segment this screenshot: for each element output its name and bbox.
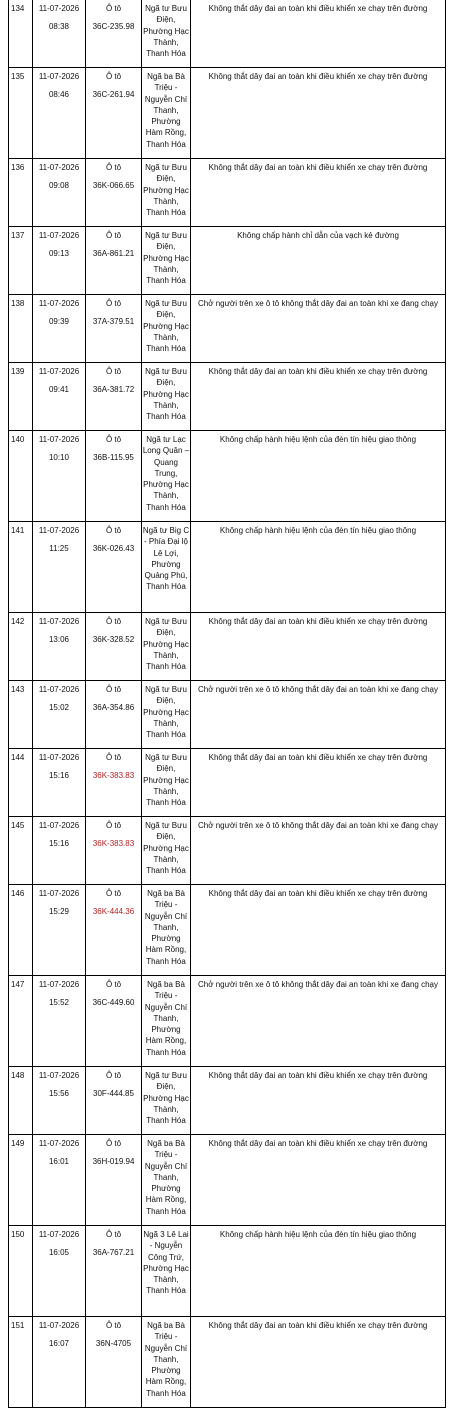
license-plate: 36A-354.86 bbox=[92, 703, 135, 713]
license-plate: 30F-444.85 bbox=[93, 1089, 134, 1099]
vehicle-type: Ô tô bbox=[105, 163, 122, 172]
location-cell bbox=[142, 613, 191, 681]
datetime-cell bbox=[33, 885, 86, 976]
license-plate: 36C-235.98 bbox=[92, 22, 135, 32]
violation-location: Ngã tư Bưu Điện, Phường Hạc Thành, Thanh Hóa bbox=[143, 753, 189, 808]
row-number-cell bbox=[9, 68, 33, 159]
violation-description: Chở người trên xe ô tô không thắt dây đai an toàn khi xe đang chạy bbox=[198, 821, 438, 830]
violation-time: 09:41 bbox=[48, 385, 70, 395]
row-number-cell bbox=[9, 295, 33, 363]
table-row bbox=[9, 976, 446, 1067]
violation-time: 15:16 bbox=[48, 839, 70, 849]
table-row bbox=[9, 613, 446, 681]
vehicle-type: Ô tô bbox=[105, 685, 122, 694]
violations-table-body bbox=[9, 0, 446, 1408]
table-row bbox=[9, 522, 446, 613]
location-cell bbox=[142, 68, 191, 159]
violation-cell bbox=[191, 227, 446, 295]
vehicle-cell bbox=[86, 885, 142, 976]
vehicle-type: Ô tô bbox=[105, 1139, 122, 1148]
license-plate: 36C-449.60 bbox=[92, 998, 135, 1008]
violation-date: 11-07-2026 bbox=[38, 753, 80, 762]
violation-location: Ngã 3 Lê Lai - Nguyễn Công Trứ, Phường Hạc Thành, Thanh Hóa bbox=[143, 1230, 189, 1296]
violation-time: 16:05 bbox=[48, 1248, 70, 1258]
violation-time: 16:07 bbox=[48, 1339, 70, 1349]
datetime-cell bbox=[33, 681, 86, 749]
row-number: 139 bbox=[11, 367, 25, 376]
vehicle-cell bbox=[86, 68, 142, 159]
table-row bbox=[9, 749, 446, 817]
vehicle-cell bbox=[86, 1135, 142, 1226]
datetime-cell bbox=[33, 363, 86, 431]
violation-time: 11:25 bbox=[49, 544, 69, 554]
violation-description: Không thắt dây đai an toàn khi điều khiển xe chạy trên đường bbox=[208, 1071, 428, 1080]
vehicle-type: Ô tô bbox=[105, 231, 122, 240]
license-plate: 36K-444.36 bbox=[92, 907, 135, 917]
vehicle-cell bbox=[86, 227, 142, 295]
row-number: 150 bbox=[11, 1230, 25, 1239]
row-number: 143 bbox=[11, 685, 25, 694]
row-number-cell bbox=[9, 227, 33, 295]
violation-location: Ngã tư Bưu Điện, Phường Hạc Thành, Thanh Hóa bbox=[143, 367, 189, 422]
row-number: 142 bbox=[11, 617, 25, 626]
license-plate: 36N-4705 bbox=[95, 1339, 132, 1349]
vehicle-type: Ô tô bbox=[105, 753, 122, 762]
violation-location: Ngã ba Bà Triệu - Nguyễn Chí Thanh, Phường Hàm Rồng, Thanh Hóa bbox=[144, 1321, 188, 1398]
violation-time: 15:52 bbox=[48, 998, 70, 1008]
vehicle-cell bbox=[86, 817, 142, 885]
violation-time: 08:46 bbox=[48, 90, 70, 100]
vehicle-cell bbox=[86, 363, 142, 431]
vehicle-cell bbox=[86, 431, 142, 522]
row-number: 134 bbox=[11, 4, 25, 13]
violation-date: 11-07-2026 bbox=[38, 72, 80, 81]
violation-cell bbox=[191, 68, 446, 159]
violation-time: 13:06 bbox=[48, 635, 70, 645]
row-number: 144 bbox=[11, 753, 25, 762]
location-cell bbox=[142, 1226, 191, 1317]
violation-date: 11-07-2026 bbox=[38, 617, 80, 626]
violation-location: Ngã tư Bưu Điện, Phường Hạc Thành, Thanh Hóa bbox=[143, 299, 189, 354]
violation-cell bbox=[191, 613, 446, 681]
datetime-cell bbox=[33, 522, 86, 613]
row-number: 148 bbox=[11, 1071, 25, 1080]
row-number: 147 bbox=[11, 980, 25, 989]
table-row bbox=[9, 68, 446, 159]
datetime-cell bbox=[33, 295, 86, 363]
violation-location: Ngã ba Bà Triệu - Nguyễn Chí Thanh, Phường Hàm Rồng, Thanh Hóa bbox=[144, 889, 188, 966]
table-row bbox=[9, 885, 446, 976]
table-row bbox=[9, 1226, 446, 1317]
violation-description: Không thắt dây đai an toàn khi điều khiển xe chạy trên đường bbox=[208, 617, 428, 626]
datetime-cell bbox=[33, 159, 86, 227]
row-number-cell bbox=[9, 522, 33, 613]
datetime-cell bbox=[33, 613, 86, 681]
vehicle-type: Ô tô bbox=[105, 1321, 122, 1330]
violation-time: 09:39 bbox=[48, 317, 70, 327]
location-cell bbox=[142, 431, 191, 522]
violation-date: 11-07-2026 bbox=[38, 1139, 80, 1148]
violation-description: Chở người trên xe ô tô không thắt dây đai an toàn khi xe đang chạy bbox=[198, 299, 438, 308]
vehicle-type: Ô tô bbox=[105, 1230, 122, 1239]
table-row bbox=[9, 431, 446, 522]
violation-description: Không thắt dây đai an toàn khi điều khiển xe chạy trên đường bbox=[208, 1139, 428, 1148]
table-row bbox=[9, 0, 446, 68]
row-number: 136 bbox=[11, 163, 25, 172]
vehicle-cell bbox=[86, 976, 142, 1067]
location-cell bbox=[142, 1317, 191, 1408]
license-plate: 36A-381.72 bbox=[92, 385, 135, 395]
violation-description: Không thắt dây đai an toàn khi điều khiển xe chạy trên đường bbox=[208, 753, 428, 762]
location-cell bbox=[142, 363, 191, 431]
vehicle-type: Ô tô bbox=[105, 435, 122, 444]
violation-cell bbox=[191, 681, 446, 749]
violation-location: Ngã ba Bà Triệu - Nguyễn Chí Thanh, Phường Hàm Rồng, Thanh Hóa bbox=[144, 1139, 188, 1216]
violation-time: 15:29 bbox=[48, 907, 70, 917]
row-number: 140 bbox=[11, 435, 25, 444]
table-row bbox=[9, 817, 446, 885]
table-row bbox=[9, 1317, 446, 1408]
datetime-cell bbox=[33, 0, 86, 68]
vehicle-cell bbox=[86, 749, 142, 817]
datetime-cell bbox=[33, 817, 86, 885]
violation-location: Ngã tư Bưu Điện, Phường Hạc Thành, Thanh Hóa bbox=[143, 163, 189, 218]
violation-time: 09:08 bbox=[48, 181, 70, 191]
violation-time: 09:13 bbox=[48, 249, 70, 259]
vehicle-type: Ô tô bbox=[105, 4, 122, 13]
vehicle-cell bbox=[86, 522, 142, 613]
row-number-cell bbox=[9, 976, 33, 1067]
location-cell bbox=[142, 749, 191, 817]
violation-date: 11-07-2026 bbox=[38, 231, 80, 240]
vehicle-type: Ô tô bbox=[105, 889, 122, 898]
location-cell bbox=[142, 522, 191, 613]
row-number-cell bbox=[9, 1226, 33, 1317]
datetime-cell bbox=[33, 227, 86, 295]
license-plate: 36C-261.94 bbox=[92, 90, 135, 100]
table-row bbox=[9, 1067, 446, 1135]
vehicle-cell bbox=[86, 0, 142, 68]
violation-time: 15:02 bbox=[48, 703, 70, 713]
vehicle-cell bbox=[86, 681, 142, 749]
license-plate: 36B-115.95 bbox=[93, 453, 134, 463]
table-row bbox=[9, 295, 446, 363]
violation-date: 11-07-2026 bbox=[38, 299, 80, 308]
violation-description: Chở người trên xe ô tô không thắt dây đai an toàn khi xe đang chạy bbox=[198, 980, 438, 989]
violation-date: 11-07-2026 bbox=[38, 980, 80, 989]
violation-location: Ngã ba Bà Triệu - Nguyễn Chí Thanh, Phường Hàm Rồng, Thanh Hóa bbox=[144, 72, 188, 149]
datetime-cell bbox=[33, 1135, 86, 1226]
row-number: 151 bbox=[11, 1321, 25, 1330]
violation-date: 11-07-2026 bbox=[38, 163, 80, 172]
row-number-cell bbox=[9, 817, 33, 885]
location-cell bbox=[142, 1067, 191, 1135]
vehicle-cell bbox=[86, 1067, 142, 1135]
datetime-cell bbox=[33, 976, 86, 1067]
row-number-cell bbox=[9, 0, 33, 68]
violation-description: Không thắt dây đai an toàn khi điều khiển xe chạy trên đường bbox=[208, 889, 428, 898]
violation-cell bbox=[191, 0, 446, 68]
violation-date: 11-07-2026 bbox=[38, 821, 80, 830]
row-number-cell bbox=[9, 159, 33, 227]
datetime-cell bbox=[33, 1226, 86, 1317]
vehicle-type: Ô tô bbox=[105, 367, 122, 376]
row-number-cell bbox=[9, 1067, 33, 1135]
violation-date: 11-07-2026 bbox=[38, 889, 80, 898]
vehicle-cell bbox=[86, 613, 142, 681]
vehicle-cell bbox=[86, 1317, 142, 1408]
license-plate: 36K-066.65 bbox=[92, 181, 135, 191]
license-plate: 36K-383.83 bbox=[92, 839, 135, 849]
violations-table bbox=[8, 0, 446, 1408]
vehicle-type: Ô tô bbox=[105, 299, 122, 308]
row-number-cell bbox=[9, 613, 33, 681]
row-number: 138 bbox=[11, 299, 25, 308]
violation-cell bbox=[191, 522, 446, 613]
violation-description: Không thắt dây đai an toàn khi điều khiển xe chạy trên đường bbox=[208, 1321, 428, 1330]
datetime-cell bbox=[33, 1317, 86, 1408]
table-row bbox=[9, 1135, 446, 1226]
violation-cell bbox=[191, 976, 446, 1067]
license-plate: 36A-861.21 bbox=[92, 249, 135, 259]
license-plate: 36A-767.21 bbox=[92, 1248, 135, 1258]
violation-cell bbox=[191, 1226, 446, 1317]
violation-time: 15:16 bbox=[48, 771, 70, 781]
violation-location: Ngã tư Big C - Phía Đại lộ Lê Lợi, Phường Quảng Phú, Thanh Hóa bbox=[142, 526, 190, 592]
violation-date: 11-07-2026 bbox=[38, 4, 80, 13]
row-number: 137 bbox=[11, 231, 25, 240]
datetime-cell bbox=[33, 68, 86, 159]
violation-location: Ngã tư Lạc Long Quân – Quang Trung, Phường Hạc Thành, Thanh Hóa bbox=[142, 435, 190, 512]
location-cell bbox=[142, 681, 191, 749]
violation-cell bbox=[191, 1135, 446, 1226]
violation-date: 11-07-2026 bbox=[38, 1321, 80, 1330]
vehicle-cell bbox=[86, 1226, 142, 1317]
row-number-cell bbox=[9, 1135, 33, 1226]
violation-cell bbox=[191, 431, 446, 522]
row-number: 141 bbox=[11, 526, 25, 535]
violation-cell bbox=[191, 817, 446, 885]
violation-description: Không chấp hành hiệu lệnh của đèn tín hiệu giao thông bbox=[219, 526, 417, 535]
vehicle-type: Ô tô bbox=[105, 526, 122, 535]
row-number: 135 bbox=[11, 72, 25, 81]
violation-cell bbox=[191, 1317, 446, 1408]
violation-description: Không chấp hành chỉ dẫn của vạch kẻ đường bbox=[237, 231, 399, 240]
datetime-cell bbox=[33, 1067, 86, 1135]
violation-date: 11-07-2026 bbox=[38, 685, 80, 694]
violation-description: Không thắt dây đai an toàn khi điều khiển xe chạy trên đường bbox=[208, 4, 428, 13]
violation-cell bbox=[191, 749, 446, 817]
license-plate: 36H-019.94 bbox=[92, 1157, 135, 1167]
violation-description: Không chấp hành hiệu lệnh của đèn tín hiệu giao thông bbox=[219, 435, 417, 444]
violation-date: 11-07-2026 bbox=[38, 435, 80, 444]
violation-time: 15:56 bbox=[48, 1089, 70, 1099]
violation-cell bbox=[191, 363, 446, 431]
violation-cell bbox=[191, 295, 446, 363]
vehicle-cell bbox=[86, 159, 142, 227]
license-plate: 36K-026.43 bbox=[92, 544, 135, 554]
violation-description: Không thắt dây đai an toàn khi điều khiển xe chạy trên đường bbox=[208, 163, 428, 172]
vehicle-type: Ô tô bbox=[105, 821, 122, 830]
table-row bbox=[9, 159, 446, 227]
table-row bbox=[9, 227, 446, 295]
license-plate: 37A-379.51 bbox=[92, 317, 135, 327]
violation-description: Không chấp hành hiệu lệnh của đèn tín hiệu giao thông bbox=[219, 1230, 417, 1239]
violation-date: 11-07-2026 bbox=[38, 1071, 80, 1080]
row-number: 145 bbox=[11, 821, 25, 830]
location-cell bbox=[142, 817, 191, 885]
location-cell bbox=[142, 227, 191, 295]
vehicle-cell bbox=[86, 295, 142, 363]
row-number-cell bbox=[9, 1317, 33, 1408]
vehicle-type: Ô tô bbox=[105, 617, 122, 626]
table-row bbox=[9, 681, 446, 749]
row-number-cell bbox=[9, 885, 33, 976]
violation-location: Ngã tư Bưu Điện, Phường Hạc Thành, Thanh Hóa bbox=[143, 685, 189, 740]
vehicle-type: Ô tô bbox=[105, 980, 122, 989]
table-row bbox=[9, 363, 446, 431]
location-cell bbox=[142, 885, 191, 976]
violation-description: Không thắt dây đai an toàn khi điều khiển xe chạy trên đường bbox=[208, 367, 428, 376]
violation-location: Ngã tư Bưu Điện, Phường Hạc Thành, Thanh Hóa bbox=[143, 1071, 189, 1126]
violation-description: Không thắt dây đai an toàn khi điều khiển xe chạy trên đường bbox=[208, 72, 428, 81]
license-plate: 36K-328.52 bbox=[92, 635, 135, 645]
vehicle-type: Ô tô bbox=[105, 1071, 122, 1080]
location-cell bbox=[142, 0, 191, 68]
row-number-cell bbox=[9, 363, 33, 431]
violation-time: 16:01 bbox=[48, 1157, 70, 1167]
violation-time: 08:38 bbox=[48, 22, 70, 32]
violation-description: Chở người trên xe ô tô không thắt dây đai an toàn khi xe đang chạy bbox=[198, 685, 438, 694]
vehicle-type: Ô tô bbox=[105, 72, 122, 81]
license-plate: 36K-383.83 bbox=[92, 771, 135, 781]
location-cell bbox=[142, 295, 191, 363]
location-cell bbox=[142, 976, 191, 1067]
violation-location: Ngã tư Bưu Điện, Phường Hạc Thành, Thanh Hóa bbox=[143, 821, 189, 876]
violation-time: 10:10 bbox=[48, 453, 70, 463]
violation-location: Ngã ba Bà Triệu - Nguyễn Chí Thanh, Phường Hàm Rồng, Thanh Hóa bbox=[144, 980, 188, 1057]
violation-location: Ngã tư Bưu Điện, Phường Hạc Thành, Thanh Hóa bbox=[143, 231, 189, 286]
row-number: 149 bbox=[11, 1139, 25, 1148]
violation-date: 11-07-2026 bbox=[38, 526, 80, 535]
datetime-cell bbox=[33, 749, 86, 817]
location-cell bbox=[142, 1135, 191, 1226]
violation-date: 11-07-2026 bbox=[38, 367, 80, 376]
violation-date: 11-07-2026 bbox=[38, 1230, 80, 1239]
datetime-cell bbox=[33, 431, 86, 522]
row-number: 146 bbox=[11, 889, 25, 898]
violation-location: Ngã tư Bưu Điện, Phường Hạc Thành, Thanh Hóa bbox=[143, 4, 189, 59]
row-number-cell bbox=[9, 681, 33, 749]
row-number-cell bbox=[9, 431, 33, 522]
location-cell bbox=[142, 159, 191, 227]
violation-cell bbox=[191, 159, 446, 227]
violation-location: Ngã tư Bưu Điện, Phường Hạc Thành, Thanh Hóa bbox=[143, 617, 189, 672]
row-number-cell bbox=[9, 749, 33, 817]
violation-cell bbox=[191, 885, 446, 976]
violation-cell bbox=[191, 1067, 446, 1135]
